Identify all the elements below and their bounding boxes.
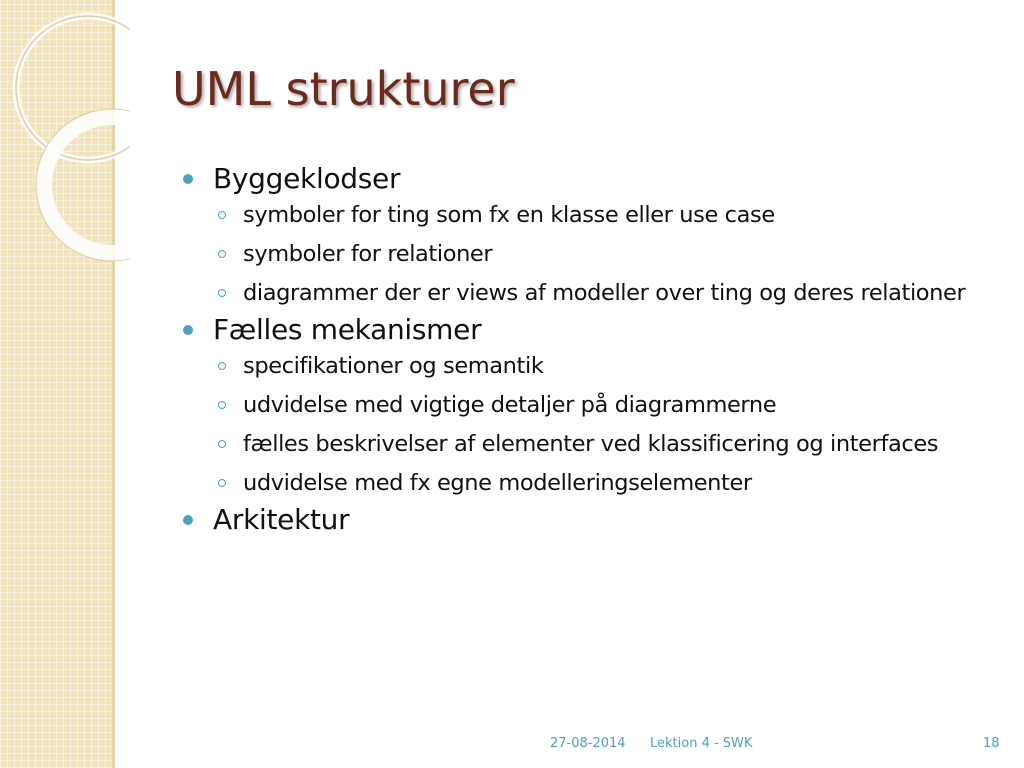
ring-bullet-icon: [218, 362, 226, 370]
sub-bullet-text: diagrammer der er views af modeller over ting og deres relationer: [243, 280, 966, 306]
sub-bullet-item: [213, 202, 980, 229]
sub-bullet-item: [213, 353, 980, 380]
bullet-item: [180, 313, 980, 497]
footer-page-number: 18: [983, 736, 1000, 751]
sub-bullet-item: [213, 241, 980, 268]
slide-title: UML strukturer: [172, 62, 515, 116]
sub-bullet-list: [213, 202, 980, 307]
bullet-text: Byggeklodser: [213, 162, 401, 195]
bullet-text: Fælles mekanismer: [213, 313, 482, 346]
sub-bullet-item: [213, 470, 980, 497]
bullet-dot-icon: [183, 174, 193, 184]
sub-bullet-text: symboler for relationer: [243, 241, 493, 267]
ring-bullet-icon: [218, 250, 226, 258]
decorative-rings: [0, 0, 130, 300]
sub-bullet-text: udvidelse med fx egne modelleringselementer: [243, 470, 752, 496]
footer-date: 27-08-2014: [550, 736, 626, 751]
bullet-item: [180, 162, 980, 307]
bullet-list: [180, 162, 980, 537]
sub-bullet-list: [213, 353, 980, 497]
sub-bullet-item: [213, 431, 980, 458]
sub-bullet-text: symboler for ting som fx en klasse eller use case: [243, 202, 775, 228]
sub-bullet-text: udvidelse med vigtige detaljer på diagrammerne: [243, 392, 777, 418]
bullet-dot-icon: [183, 325, 193, 335]
ring-bullet-icon: [218, 211, 226, 219]
sub-bullet-item: [213, 392, 980, 419]
bullet-dot-icon: [183, 515, 193, 525]
ring-bullet-icon: [218, 289, 226, 297]
sub-bullet-text: fælles beskrivelser af elementer ved klassificering og interfaces: [243, 431, 939, 457]
ring-bullet-icon: [218, 401, 226, 409]
sub-bullet-text: specifikationer og semantik: [243, 353, 544, 379]
bullet-text: Arkitektur: [213, 503, 350, 536]
sub-bullet-item: [213, 280, 980, 307]
footer-lecture-label: Lektion 4 - SWK: [650, 736, 753, 751]
ring-bullet-icon: [218, 479, 226, 487]
bullet-item: [180, 503, 980, 537]
ring-bullet-icon: [218, 440, 226, 448]
